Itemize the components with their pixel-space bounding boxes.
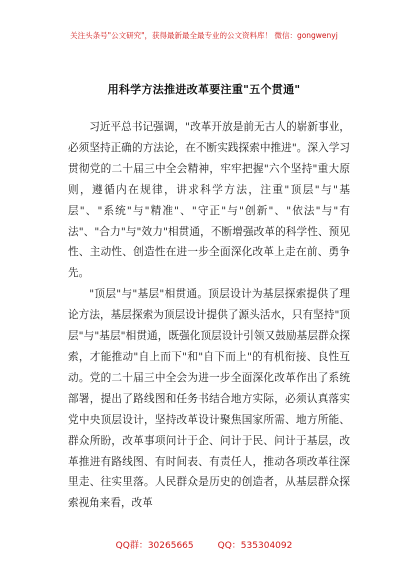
header-banner: 关注头条号"公文研究"，获得最新最全最专业的公文资料库！ 微信：gongwenyj (70, 31, 338, 40)
paragraph: "顶层"与"基层"相贯通。顶层设计为基层探索提供了理论方法，基层探索为顶层设计提供了源头活水，只有坚持"顶层"与"基层"相贯通，既强化顶层设计引领又鼓励基层群众探索，才能推动"自上而下"和"自下而上"的有机衔接、良性互动。党的二十届三中全会为进一步全面深化改革作出了系统部署，提出了路线图和任务书结合地方实际，必须认真落实党中央顶层设计，坚持改革设计聚焦国家所需、地方所能、群众所盼，改革事项问计于企、问计于民、问计于基层，改革推进有路线图、有时间表、有责任人，推动各项改革往深里走、往实里落。人民群众是历史的创造者，从基层群众探索视角来看，改革 (68, 288, 350, 510)
paragraph: 习近平总书记强调，"改革开放是前无古人的崭新事业，必须坚持正确的方法论，在不断实践探索中推进"。深入学习贯彻党的二十届三中全会精神，牢牢把握"六个坚持"重大原则，遵循内在规律，讲求科学方法，注重"顶层"与"基层"、"系统"与"精准"、"守正"与"创新"、"依法"与"有法"、"合力"与"效力"相贯通，不断增强改革的科学性、预见性、主动性、创造性在进一步全面深化改革上走在前、勇争先。 (68, 121, 350, 280)
footer-qq-group: QQ群：30265665 (115, 541, 194, 551)
document-body (68, 117, 350, 514)
footer-contact (0, 538, 408, 551)
document-title: 用科学方法推进改革要注重"五个贯通" (107, 83, 301, 96)
footer-qq: QQ：535304092 (217, 541, 293, 551)
